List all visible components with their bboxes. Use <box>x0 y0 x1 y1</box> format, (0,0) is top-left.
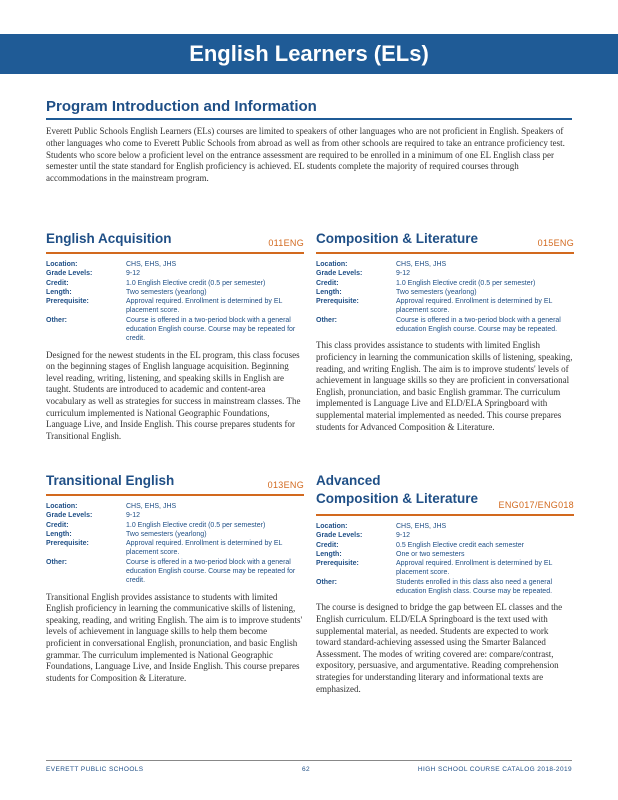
course-divider <box>316 252 574 254</box>
course-header <box>316 472 574 512</box>
meta-length: Two semesters (yearlong) <box>126 530 207 538</box>
meta-credit: 1.0 English Elective credit (0.5 per semester) <box>126 521 266 529</box>
meta-label: Prerequisite: <box>46 298 89 306</box>
course-meta <box>46 260 304 344</box>
meta-prerequisite: Approval required. Enrollment is determined by EL placement score. <box>126 540 283 557</box>
meta-credit: 1.0 English Elective credit (0.5 per semester) <box>396 279 536 287</box>
course-title-line2: Composition & Literature <box>316 491 479 506</box>
course-meta <box>316 522 574 596</box>
meta-prerequisite: Approval required. Enrollment is determined by EL placement score. <box>126 298 283 315</box>
meta-label: Grade Levels: <box>316 532 363 540</box>
course-title-line1: Advanced <box>316 473 381 488</box>
footer-district: EVERETT PUBLIC SCHOOLS <box>46 766 144 773</box>
section-title: Program Introduction and Information <box>46 98 317 115</box>
meta-label: Location: <box>46 503 78 510</box>
meta-label: Credit: <box>316 541 339 549</box>
meta-label: Prerequisite: <box>46 540 89 548</box>
course-title: English Acquisition <box>46 231 172 246</box>
course-composition-literature <box>316 230 574 433</box>
meta-credit: 0.5 English Elective credit each semester <box>396 541 525 549</box>
course-description: Transitional English provides assistance to students with limited English proficiency in learning the communicative skills of listening, speaking, reading, and writing English. The aim is to improve students' levels of achievement in language skills to help them become proficient in conversational English, pronunciation, and basic English grammar. The curriculum implemented is National Geographic Foundations, Language Live, and Inside English. This course prepares students for Composition & Literature. <box>46 591 303 683</box>
meta-prerequisite: Approval required. Enrollment is determined by EL placement score. <box>396 298 553 315</box>
meta-length: Two semesters (yearlong) <box>126 288 207 296</box>
meta-other: Course is offered in a two-period block with a general education English course. Course may be repeated for credit. <box>126 558 296 585</box>
meta-prerequisite: Approval required. Enrollment is determined by EL placement score. <box>396 560 553 577</box>
meta-label: Length: <box>316 550 342 558</box>
meta-other: Course is offered in a two-period block with a general education English course. Course may be repeated. <box>396 316 561 334</box>
meta-grade: 9-12 <box>126 270 141 278</box>
meta-label: Location: <box>316 261 348 268</box>
meta-location: CHS, EHS, JHS <box>126 503 177 510</box>
course-transitional-english <box>46 472 304 684</box>
course-divider <box>316 514 574 516</box>
course-title: Transitional English <box>46 473 175 488</box>
meta-label: Other: <box>316 316 337 324</box>
course-description: Designed for the newest students in the EL program, this class focuses on the beginning stages of English language acquisition. Beginning level reading, writing, listening, and speaking skills in English are taught. Students are introduced to academic and content-area vocabulary as well as strategies for success in mainstream classes. The curriculum implemented is National Geographic Foundations, Language Live, and Inside English. This course prepares students for Transitional English. <box>46 349 301 441</box>
footer-divider <box>46 760 572 761</box>
meta-label: Other: <box>316 578 337 586</box>
meta-grade: 9-12 <box>396 270 411 278</box>
meta-location: CHS, EHS, JHS <box>396 261 447 268</box>
course-divider <box>46 252 304 254</box>
course-meta <box>46 502 304 586</box>
footer-page-number: 62 <box>302 766 311 773</box>
meta-label: Length: <box>46 288 72 296</box>
course-code: 011ENG <box>268 238 304 248</box>
section-divider <box>46 118 572 120</box>
meta-credit: 1.0 English Elective credit (0.5 per semester) <box>126 279 266 287</box>
footer-catalog: HIGH SCHOOL COURSE CATALOG 2018-2019 <box>417 766 572 773</box>
page-title: English Learners (ELs) <box>189 41 429 66</box>
meta-length: One or two semesters <box>396 550 465 558</box>
course-divider <box>46 494 304 496</box>
meta-label: Prerequisite: <box>316 298 359 306</box>
meta-label: Other: <box>46 558 67 566</box>
meta-label: Length: <box>316 288 342 296</box>
meta-location: CHS, EHS, JHS <box>126 261 177 268</box>
meta-other: Course is offered in a two-period block with a general education English course. Course may be repeated for credit. <box>126 316 296 343</box>
course-header <box>46 472 304 492</box>
meta-grade: 9-12 <box>396 532 411 540</box>
course-header <box>316 230 574 250</box>
meta-label: Other: <box>46 316 67 324</box>
meta-label: Prerequisite: <box>316 560 359 568</box>
course-code: 013ENG <box>267 480 304 490</box>
course-description: The course is designed to bridge the gap between EL classes and the English curriculum. ELD/ELA Springboard is the text used with supplemental material, as needed. Students are expected to work toward standard-achieving assessed using the Smarter Balanced Assessment. The modes of writing covered are: compare/contrast, expository, persuasive, and argumentative. Reading comprehension strategies for understanding literary and informational texts are emphasized. <box>316 602 563 694</box>
meta-label: Grade Levels: <box>46 512 93 520</box>
meta-label: Location: <box>316 523 348 530</box>
meta-label: Credit: <box>46 279 69 287</box>
course-advanced-composition-literature <box>316 472 574 695</box>
meta-label: Location: <box>46 261 78 268</box>
meta-length: Two semesters (yearlong) <box>396 288 477 296</box>
course-meta <box>316 260 574 334</box>
meta-label: Grade Levels: <box>46 270 93 278</box>
meta-label: Length: <box>46 530 72 538</box>
meta-label: Credit: <box>316 279 339 287</box>
meta-location: CHS, EHS, JHS <box>396 523 447 530</box>
meta-label: Credit: <box>46 521 69 529</box>
course-code: ENG017/ENG018 <box>498 500 574 510</box>
course-code: 015ENG <box>537 238 574 248</box>
course-header <box>46 230 304 250</box>
intro-paragraph: Everett Public Schools English Learners (ELs) courses are limited to speakers of other languages who are not proficient in English. Speakers of other languages who come to Everett Public Schools from abroad as well as from other schools are required to take an entrance proficiency test. Students who score below a proficient level on the entrance assessment are required to be enrolled in a minimum of one EL English class per semester until the state standard for English proficiency is achieved. EL students complete the majority of required courses through accommodations in the mainstream program. <box>46 126 565 184</box>
meta-other: Students enrolled in this class also need a general education English class. Course may be repeated. <box>396 578 553 596</box>
course-title: Composition & Literature <box>316 231 479 246</box>
meta-label: Grade Levels: <box>316 270 363 278</box>
meta-grade: 9-12 <box>126 512 141 520</box>
course-english-acquisition <box>46 230 304 442</box>
course-description: This class provides assistance to students with limited English proficiency in learning the communication skills of listening, speaking, reading, and writing English. The aim is to improve students' levels of achievement in language skills so they are proficient in conversational English, pronunciation, and basic English grammar. The curriculum implemented is Language Live and ELD/ELA Springboard with supplemental material implemented as needed. This course prepares students for Advanced Composition & Literature. <box>316 340 573 432</box>
title-banner <box>0 34 618 74</box>
